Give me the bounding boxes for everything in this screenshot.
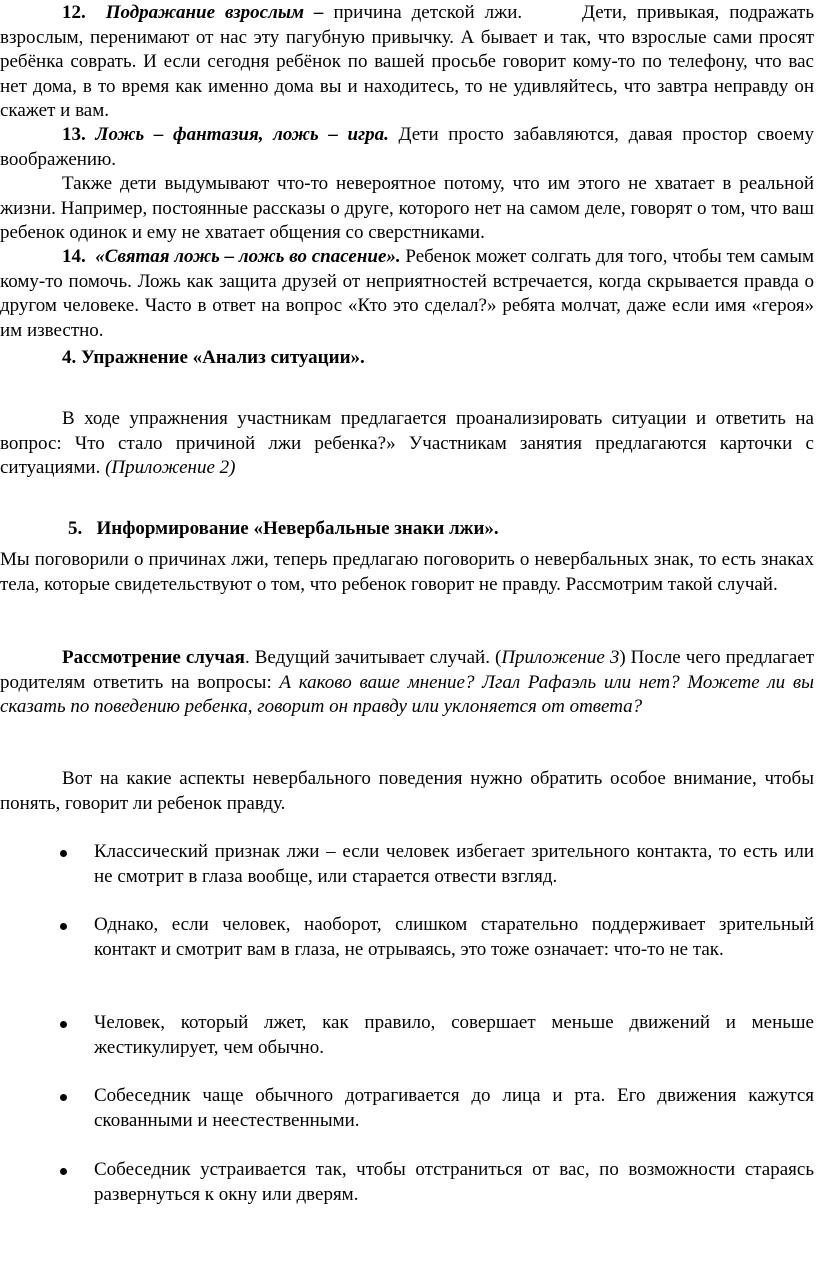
item-title: Подражание взрослым – bbox=[105, 2, 324, 23]
list-item-text: Человек, который лжет, как правило, совершает меньше движений и меньше жестикулирует, чем обычно. bbox=[94, 1012, 814, 1058]
paragraph-14 bbox=[0, 245, 814, 343]
case-text-2: ) После чего предлагает родителям ответить на вопросы: bbox=[0, 647, 814, 693]
item-title: «Святая ложь – ложь во спасение». bbox=[95, 246, 401, 267]
list-item-text: Собеседник устраивается так, чтобы отстраниться от вас, по возможности стараясь развернуться к окну или дверям. bbox=[94, 1159, 814, 1205]
list-item-text: Классический признак лжи – если человек избегает зрительного контакта, то есть или не смотрит в глаза вообще, или старается отвести взгляд. bbox=[94, 841, 814, 887]
item-number: 14. bbox=[62, 246, 86, 267]
paragraph-text: Ребенок может солгать для того, чтобы тем самым кому-то помочь. Ложь как защита друзей от неприятностей встречается, когда скрывается правда о другом человеке. Часто в ответ на вопрос «Кто это сделал?» ребята молчат, даже если имя «героя» им известно. bbox=[0, 246, 815, 341]
bullet-icon bbox=[60, 923, 67, 930]
paragraph-text: причина детской лжи. Дети, привыкая, подражать взрослым, перенимают от нас эту пагубную привычку. А бывает и так, что взрослые сами просят ребёнка соврать. И если сегодня ребёнок по вашей просьбе говорит кому-то по телефону, что вас нет дома, в то время как именно дома вы и находитесь, то не удивляйтесь, что завтра неправду он скажет и вам. bbox=[0, 2, 814, 122]
case-paragraph bbox=[0, 646, 814, 720]
aspects-paragraph: Вот на какие аспекты невербального поведения нужно обратить особое внимание, чтобы понять, говорит ли ребенок правду. bbox=[0, 768, 814, 814]
case-text: . Ведущий зачитывает случай. ( bbox=[244, 647, 502, 668]
item-title: Ложь – фантазия, bbox=[95, 124, 264, 145]
section-5-text: Мы поговорили о причинах лжи, теперь предлагаю поговорить о невербальных знак, то есть знаках тела, которые свидетельствуют о том, что ребенок говорит не правду. Рассмотрим такой случай. bbox=[0, 549, 814, 595]
paragraph-text: Также дети выдумывают что-то невероятное потому, что им этого не хватает в реальной жизни. Например, постоянные рассказы о друге, которого нет на самом деле, говорят о том, что ваш ребенок одинок и ему не хватает общения со сверстниками. bbox=[0, 173, 814, 244]
paragraph-text: В ходе упражнения участникам предлагается проанализировать ситуации и ответить на вопрос: Что стало причиной лжи ребенка?» Участникам занятия предлагаются карточки с ситуациями. bbox=[0, 408, 814, 479]
bullet-icon bbox=[60, 1168, 67, 1175]
section-title: Информирование «Невербальные знаки лжи». bbox=[96, 518, 499, 539]
section-number: 5. bbox=[68, 518, 83, 539]
section-4-text bbox=[0, 407, 814, 481]
item-number: 12. bbox=[62, 2, 86, 23]
bullet-icon bbox=[60, 850, 67, 857]
item-title-2: ложь – игра. bbox=[273, 124, 389, 145]
case-label: Рассмотрение случая bbox=[62, 647, 245, 668]
list-item-text: Однако, если человек, наоборот, слишком старательно поддерживает зрительный контакт и смотрит вам в глаза, не отрываясь, это тоже означает: что-то не так. bbox=[94, 914, 814, 960]
item-number: 13. bbox=[62, 124, 86, 145]
section-5-heading bbox=[68, 517, 499, 542]
case-questions: А каково ваше мнение? Лгал Рафаэль или нет? Можете ли вы сказать по поведению ребенка, говорит он правду или уклоняется от ответа? bbox=[0, 671, 814, 718]
paragraph-13 bbox=[0, 123, 814, 172]
appendix-reference: Приложение 3 bbox=[501, 647, 620, 668]
appendix-reference: (Приложение 2) bbox=[105, 457, 236, 479]
list-item-text: Собеседник чаще обычного дотрагивается до лица и рта. Его движения кажутся скованными и неестественными. bbox=[94, 1085, 814, 1131]
section-4-heading: 4. Упражнение «Анализ ситуации». bbox=[62, 347, 365, 368]
bullet-icon bbox=[60, 1094, 67, 1101]
paragraph-13-continued bbox=[0, 172, 814, 246]
paragraph-text: Дети просто забавляются, давая простор своему воображению. bbox=[0, 124, 814, 170]
bullet-icon bbox=[60, 1021, 67, 1028]
paragraph-12 bbox=[0, 1, 814, 124]
